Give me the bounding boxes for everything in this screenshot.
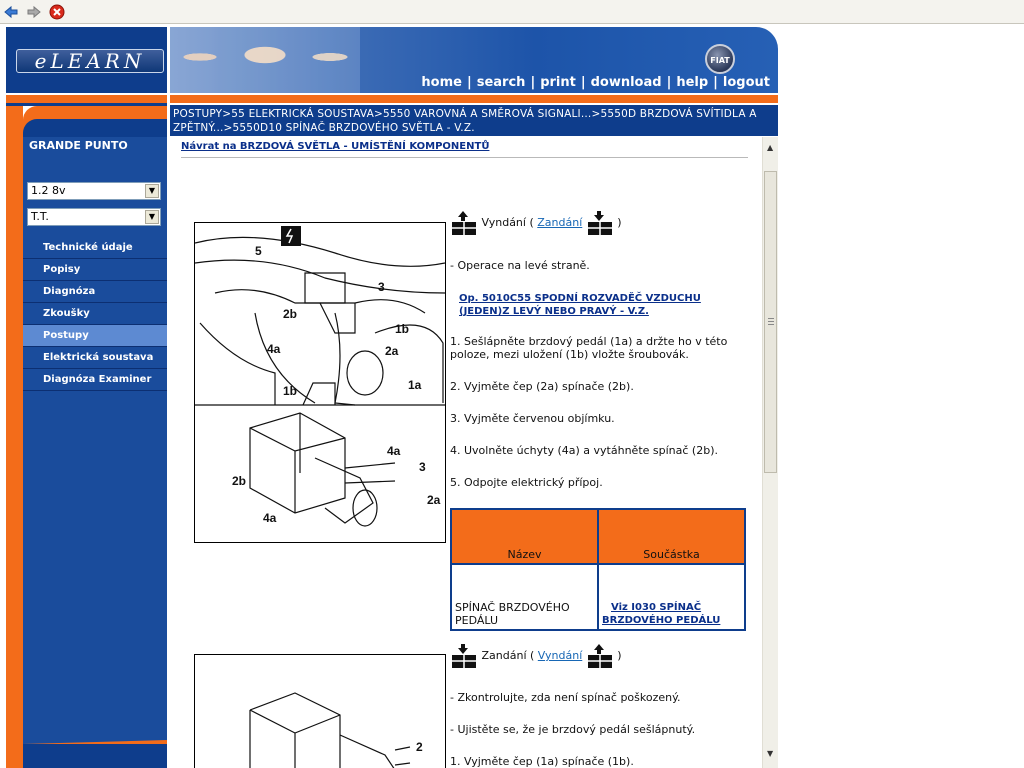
- sidebar-footer: [23, 744, 167, 768]
- vyndani-link[interactable]: Vyndání: [537, 649, 583, 662]
- sidebar-item-popisy[interactable]: Popisy: [23, 259, 167, 281]
- navy-corner: [23, 119, 167, 137]
- breadcrumb: POSTUPY>55 ELEKTRICKÁ SOUSTAVA>5550 VAROVNÁ A SMĚROVÁ SIGNALI...>5550D BRZDOVÁ SVÍTIDLA A ZPĚTNÝ...>5550D10 SPÍNAČ BRZDOVÉHO SVĚTLA - V.Z.: [170, 105, 778, 136]
- orange-stripe: [170, 95, 778, 103]
- see-i030-link[interactable]: Viz I030 SPÍNAČ BRZDOVÉHO PEDÁLU: [602, 602, 721, 626]
- step-5: 5. Odpojte elektrický přípoj.: [450, 476, 603, 489]
- step-2: 2. Vyjměte čep (2a) spínače (2b).: [450, 380, 634, 393]
- fiat-logo: FIAT: [705, 44, 735, 74]
- engine-select-value: 1.2 8v: [31, 184, 66, 197]
- step-3: 3. Vyjměte červenou objímku.: [450, 412, 615, 425]
- paren: ): [617, 216, 622, 229]
- elearn-logo-box: [6, 27, 167, 93]
- paren: (: [529, 216, 534, 229]
- label-1b-left: 1b: [283, 384, 298, 398]
- nav-logout-link[interactable]: logout: [722, 75, 770, 90]
- section2-heading: [450, 643, 622, 669]
- brake-switch-install-drawing: [195, 655, 445, 768]
- section1-intro: - Operace na levé straně.: [450, 259, 590, 272]
- label-lower-4a-top: 4a: [387, 444, 401, 458]
- sidebar-menu: [23, 237, 167, 391]
- label-2b: 2b: [283, 307, 298, 321]
- family-photo: [170, 27, 360, 93]
- label-lower-4a-bottom: 4a: [263, 511, 277, 525]
- back-to-brake-lights-link[interactable]: Návrat na BRZDOVÁ SVĚTLA - UMÍSTĚNÍ KOMPONENTŮ: [181, 141, 490, 152]
- part-name-cell: SPÍNAČ BRZDOVÉHO PEDÁLU: [451, 564, 598, 630]
- step-4: 4. Uvolněte úchyty (4a) a vytáhněte spínač (2b).: [450, 444, 718, 457]
- sidebar-item-zkousky[interactable]: Zkoušky: [23, 303, 167, 325]
- sidebar-item-technicke-udaje[interactable]: Technické údaje: [23, 237, 167, 259]
- remove-part-icon: [586, 643, 614, 669]
- model-title: GRANDE PUNTO: [29, 139, 128, 152]
- label-3: 3: [378, 280, 385, 294]
- parts-table: [450, 508, 746, 631]
- step-1: 1. Sešlápněte brzdový pedál (1a) a držte ho v této poloze, mezi uložení (1b) vložte šroubovák.: [450, 335, 728, 361]
- install-figure: [194, 654, 446, 768]
- orange-side-bar: [6, 106, 23, 768]
- back-link-wrap: [181, 139, 489, 152]
- elearn-logo[interactable]: eLEARN: [16, 49, 164, 73]
- install-part-icon: [450, 643, 478, 669]
- nav-separator: |: [530, 75, 536, 90]
- label-4a: 4a: [267, 342, 281, 356]
- sidebar: [23, 137, 167, 768]
- trim-select[interactable]: [27, 208, 161, 226]
- zandani-link[interactable]: Zandání: [537, 216, 583, 229]
- label-1a: 1a: [408, 378, 422, 392]
- sidebar-item-diagnoza-examiner[interactable]: Diagnóza Examiner: [23, 369, 167, 391]
- install-line-1: - Zkontrolujte, zda není spínač poškozený.: [450, 691, 681, 704]
- divider: [181, 157, 748, 158]
- forward-arrow-icon[interactable]: [26, 4, 42, 20]
- table-header-row: [451, 509, 745, 564]
- install-part-icon: [586, 210, 614, 236]
- scroll-thumb[interactable]: [764, 171, 777, 473]
- orange-stripe: [6, 95, 167, 103]
- nav-print-link[interactable]: print: [540, 75, 576, 90]
- top-nav: [421, 75, 770, 90]
- nav-download-link[interactable]: download: [590, 75, 662, 90]
- label-lower-2a: 2a: [427, 493, 441, 507]
- nav-separator: |: [466, 75, 472, 90]
- op-link-wrap: [450, 292, 730, 318]
- browser-toolbar: [0, 0, 1024, 24]
- remove-part-icon: [450, 210, 478, 236]
- nav-home-link[interactable]: home: [421, 75, 462, 90]
- label-5: 5: [255, 244, 262, 258]
- nav-separator: |: [666, 75, 672, 90]
- content-scrollbar[interactable]: [762, 137, 778, 768]
- paren: (: [530, 649, 535, 662]
- op-5010c55-link[interactable]: Op. 5010C55 SPODNÍ ROZVADĚČ VZDUCHU (JEDEN)Z LEVÝ NEBO PRAVÝ - V.Z.: [459, 293, 701, 317]
- section2-title: Zandání: [481, 649, 527, 662]
- main-content: [170, 137, 762, 768]
- back-arrow-icon[interactable]: [3, 4, 19, 20]
- table-row: [451, 564, 745, 630]
- section1-title: Vyndání: [481, 216, 526, 229]
- sidebar-item-elektricka-soustava[interactable]: Elektrická soustava: [23, 347, 167, 369]
- chevron-down-icon[interactable]: ▼: [145, 210, 159, 224]
- sidebar-item-diagnoza[interactable]: Diagnóza: [23, 281, 167, 303]
- chevron-down-icon[interactable]: ▼: [145, 184, 159, 198]
- scroll-down-icon[interactable]: ▼: [767, 749, 774, 758]
- nav-separator: |: [713, 75, 718, 90]
- nav-search-link[interactable]: search: [476, 75, 526, 90]
- nav-separator: |: [580, 75, 586, 90]
- col-soucastka-header: Součástka: [598, 509, 745, 564]
- install-line-3: 1. Vyjměte čep (1a) spínače (1b).: [450, 755, 634, 768]
- part-link-cell: [598, 564, 745, 630]
- removal-figure: [194, 222, 446, 543]
- label-2a: 2a: [385, 344, 399, 358]
- label-2: 2: [416, 740, 423, 754]
- section1-heading: [450, 210, 622, 236]
- engine-select[interactable]: [27, 182, 161, 200]
- label-lower-2b: 2b: [232, 474, 247, 488]
- brake-switch-drawing: [195, 223, 445, 542]
- install-line-2: - Ujistěte se, že je brzdový pedál sešlápnutý.: [450, 723, 696, 736]
- col-nazev-header: Název: [451, 509, 598, 564]
- trim-select-value: T.T.: [31, 210, 49, 223]
- nav-help-link[interactable]: help: [676, 75, 709, 90]
- header-banner: [170, 27, 778, 93]
- label-lower-3: 3: [419, 460, 426, 474]
- scroll-up-icon[interactable]: ▲: [767, 143, 774, 152]
- label-1b-right: 1b: [395, 322, 410, 336]
- stop-icon[interactable]: [49, 4, 65, 20]
- paren: ): [617, 649, 622, 662]
- sidebar-item-postupy[interactable]: Postupy: [23, 325, 167, 347]
